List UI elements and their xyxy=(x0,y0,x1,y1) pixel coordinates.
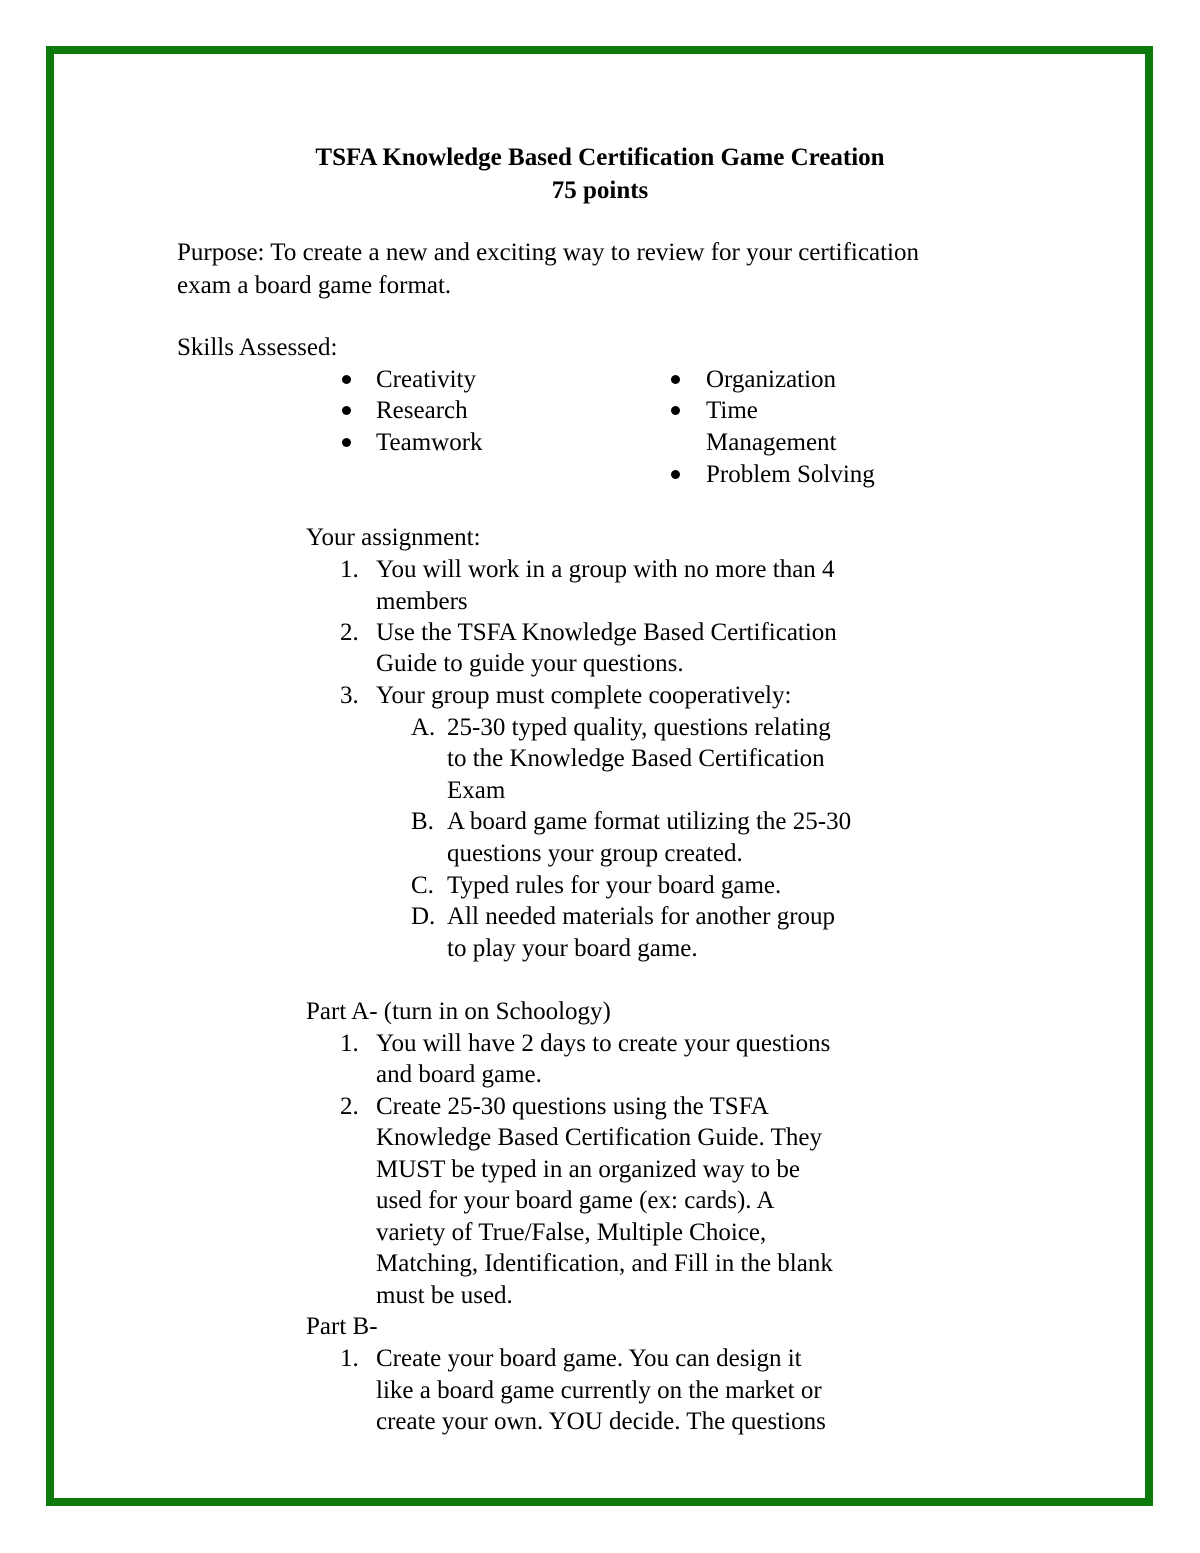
sub-item-b: A board game format utilizing the 25-30 xyxy=(447,808,852,835)
list-letter: B. xyxy=(411,808,434,835)
part-a-item-2: must be used. xyxy=(376,1282,513,1309)
list-number: 2. xyxy=(340,619,359,646)
part-a-item-2: Create 25-30 questions using the TSFA xyxy=(376,1093,769,1120)
part-a-item-1: and board game. xyxy=(376,1061,542,1088)
skill-item-continued: Management xyxy=(706,429,837,456)
bullet-icon xyxy=(671,470,680,479)
part-b-item-1: Create your board game. You can design it xyxy=(376,1345,802,1372)
part-a-item-1: You will have 2 days to create your questions xyxy=(376,1030,831,1057)
sub-item-d: to play your board game. xyxy=(447,935,698,962)
assignment-item-1: You will work in a group with no more than 4 xyxy=(376,556,835,583)
part-a-item-2: used for your board game (ex: cards). A xyxy=(376,1187,775,1214)
bullet-icon xyxy=(342,438,351,447)
list-letter: C. xyxy=(411,872,434,899)
sub-item-a: Exam xyxy=(447,777,506,804)
purpose-line-1: Purpose: To create a new and exciting way to review for your certification xyxy=(177,239,919,266)
points-label: 75 points xyxy=(551,177,649,204)
skill-item: Research xyxy=(376,397,468,424)
list-number: 1. xyxy=(340,1030,359,1057)
part-a-item-2: Matching, Identification, and Fill in the blank xyxy=(376,1250,833,1277)
list-number: 1. xyxy=(340,556,359,583)
bullet-icon xyxy=(342,406,351,415)
purpose-line-2: exam a board game format. xyxy=(177,272,452,299)
assignment-item-3: Your group must complete cooperatively: xyxy=(376,682,792,709)
part-b-heading: Part B- xyxy=(306,1313,378,1340)
skill-item: Teamwork xyxy=(376,429,483,456)
part-a-heading: Part A- (turn in on Schoology) xyxy=(306,998,611,1025)
assignment-heading: Your assignment: xyxy=(306,524,481,551)
list-letter: D. xyxy=(411,903,436,930)
part-a-item-2: Knowledge Based Certification Guide. They xyxy=(376,1124,822,1151)
part-b-item-1: create your own. YOU decide. The questions xyxy=(376,1408,826,1435)
list-number: 1. xyxy=(340,1345,359,1372)
list-number: 3. xyxy=(340,682,359,709)
skill-item: Time xyxy=(706,397,758,424)
skills-heading: Skills Assessed: xyxy=(177,334,338,361)
sub-item-b: questions your group created. xyxy=(447,840,743,867)
part-b-item-1: like a board game currently on the market or xyxy=(376,1377,822,1404)
bullet-icon xyxy=(342,375,351,384)
assignment-item-2: Use the TSFA Knowledge Based Certification xyxy=(376,619,837,646)
part-a-item-2: variety of True/False, Multiple Choice, xyxy=(376,1219,767,1246)
sub-item-d: All needed materials for another group xyxy=(447,903,836,930)
bullet-icon xyxy=(671,406,680,415)
document-title: TSFA Knowledge Based Certification Game Creation xyxy=(315,144,885,171)
part-a-item-2: MUST be typed in an organized way to be xyxy=(376,1156,800,1183)
sub-item-a: to the Knowledge Based Certification xyxy=(447,745,825,772)
bullet-icon xyxy=(671,375,680,384)
skill-item: Organization xyxy=(706,366,837,393)
sub-item-c: Typed rules for your board game. xyxy=(447,872,782,899)
list-letter: A. xyxy=(411,714,436,741)
sub-item-a: 25-30 typed quality, questions relating xyxy=(447,714,831,741)
list-number: 2. xyxy=(340,1093,359,1120)
skill-item: Creativity xyxy=(376,366,476,393)
assignment-item-2: Guide to guide your questions. xyxy=(376,650,684,677)
assignment-item-1: members xyxy=(376,588,468,615)
skill-item: Problem Solving xyxy=(706,461,875,488)
